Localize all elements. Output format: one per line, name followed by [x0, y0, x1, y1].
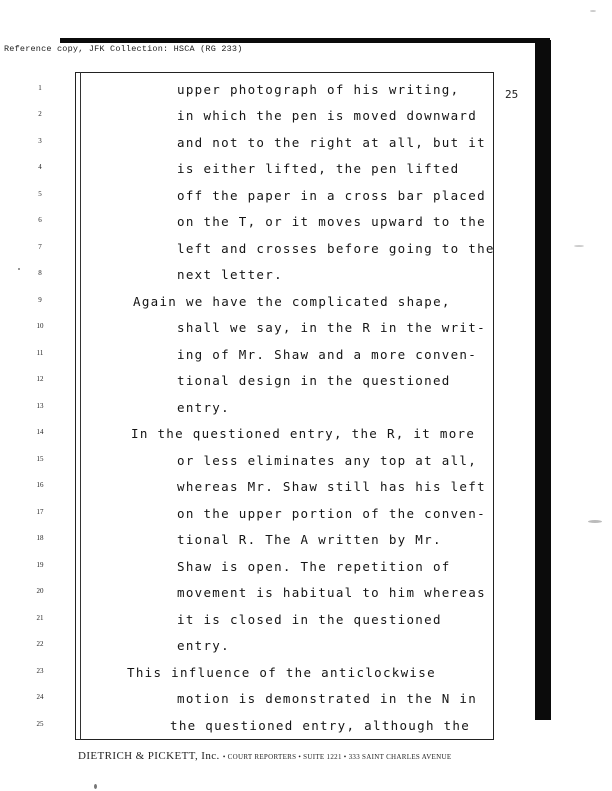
company-tagline: • COURT REPORTERS • SUITE 1221 • 333 SAINT CHARLES AVENUE	[222, 753, 452, 761]
transcript-line: is either lifted, the pen lifted	[177, 161, 460, 176]
transcript-line: upper photograph of his writing,	[177, 82, 460, 97]
scan-edge-right	[535, 40, 551, 720]
transcript-line: Again we have the complicated shape,	[133, 294, 451, 309]
line-number: 16	[36, 481, 44, 489]
transcript-line: In the questioned entry, the R, it more	[131, 426, 476, 441]
scan-speck	[574, 245, 584, 247]
scan-speck	[588, 520, 602, 523]
line-number: 25	[36, 720, 44, 728]
line-number: 12	[36, 375, 44, 383]
line-number: 17	[36, 508, 44, 516]
line-number: 3	[38, 137, 42, 145]
line-number: 15	[36, 455, 44, 463]
transcript-line: the questioned entry, although the	[170, 718, 471, 733]
company-name: DIETRICH & PICKETT, Inc.	[78, 750, 220, 762]
line-number: 10	[36, 322, 44, 330]
line-number: 4	[38, 163, 42, 171]
transcript-line: on the T, or it moves upward to the	[177, 214, 486, 229]
transcript-line: Shaw is open. The repetition of	[177, 559, 451, 574]
line-number: 19	[36, 561, 44, 569]
transcript-line: entry.	[177, 638, 230, 653]
line-number: 13	[36, 402, 44, 410]
line-number: 24	[36, 693, 44, 701]
transcript-line: whereas Mr. Shaw still has his left	[177, 479, 486, 494]
transcript-line: in which the pen is moved downward	[177, 108, 478, 123]
scan-speck	[94, 784, 97, 789]
margin-rule	[80, 72, 81, 740]
transcript-line: it is closed in the questioned	[177, 612, 442, 627]
line-number: 20	[36, 587, 44, 595]
line-number: 2	[38, 110, 42, 118]
transcript-line: left and crosses before going to the	[177, 241, 495, 256]
line-number: 1	[38, 84, 42, 92]
line-number: 6	[38, 216, 42, 224]
transcript-line: on the upper portion of the conven-	[177, 506, 486, 521]
scan-speck	[18, 268, 20, 270]
line-number: 14	[36, 428, 44, 436]
transcript-line: and not to the right at all, but it	[177, 135, 486, 150]
scan-speck	[590, 10, 596, 12]
transcript-line: or less eliminates any top at all,	[177, 453, 478, 468]
line-number: 8	[38, 269, 42, 277]
page-number: 25	[505, 88, 519, 101]
transcript-line: tional design in the questioned	[177, 373, 451, 388]
transcript-line: next letter.	[177, 267, 283, 282]
line-number: 18	[36, 534, 44, 542]
line-number: 7	[38, 243, 42, 251]
transcript-line: tional R. The A written by Mr.	[177, 532, 442, 547]
transcript-line: off the paper in a cross bar placed	[177, 188, 486, 203]
scan-edge-top	[60, 38, 550, 43]
line-number: 21	[36, 614, 44, 622]
transcript-line: motion is demonstrated in the N in	[177, 691, 478, 706]
transcript-line: ing of Mr. Shaw and a more conven-	[177, 347, 478, 362]
reporter-footer	[78, 750, 451, 762]
reference-stamp: Reference copy, JFK Collection: HSCA (RG 233)	[4, 44, 243, 54]
line-number: 23	[36, 667, 44, 675]
line-number: 22	[36, 640, 44, 648]
transcript-line: movement is habitual to him whereas	[177, 585, 486, 600]
transcript-line: entry.	[177, 400, 230, 415]
transcript-line: shall we say, in the R in the writ-	[177, 320, 486, 335]
transcript-line: This influence of the anticlockwise	[127, 665, 436, 680]
line-number: 11	[36, 349, 44, 357]
line-number: 5	[38, 190, 42, 198]
line-number: 9	[38, 296, 42, 304]
